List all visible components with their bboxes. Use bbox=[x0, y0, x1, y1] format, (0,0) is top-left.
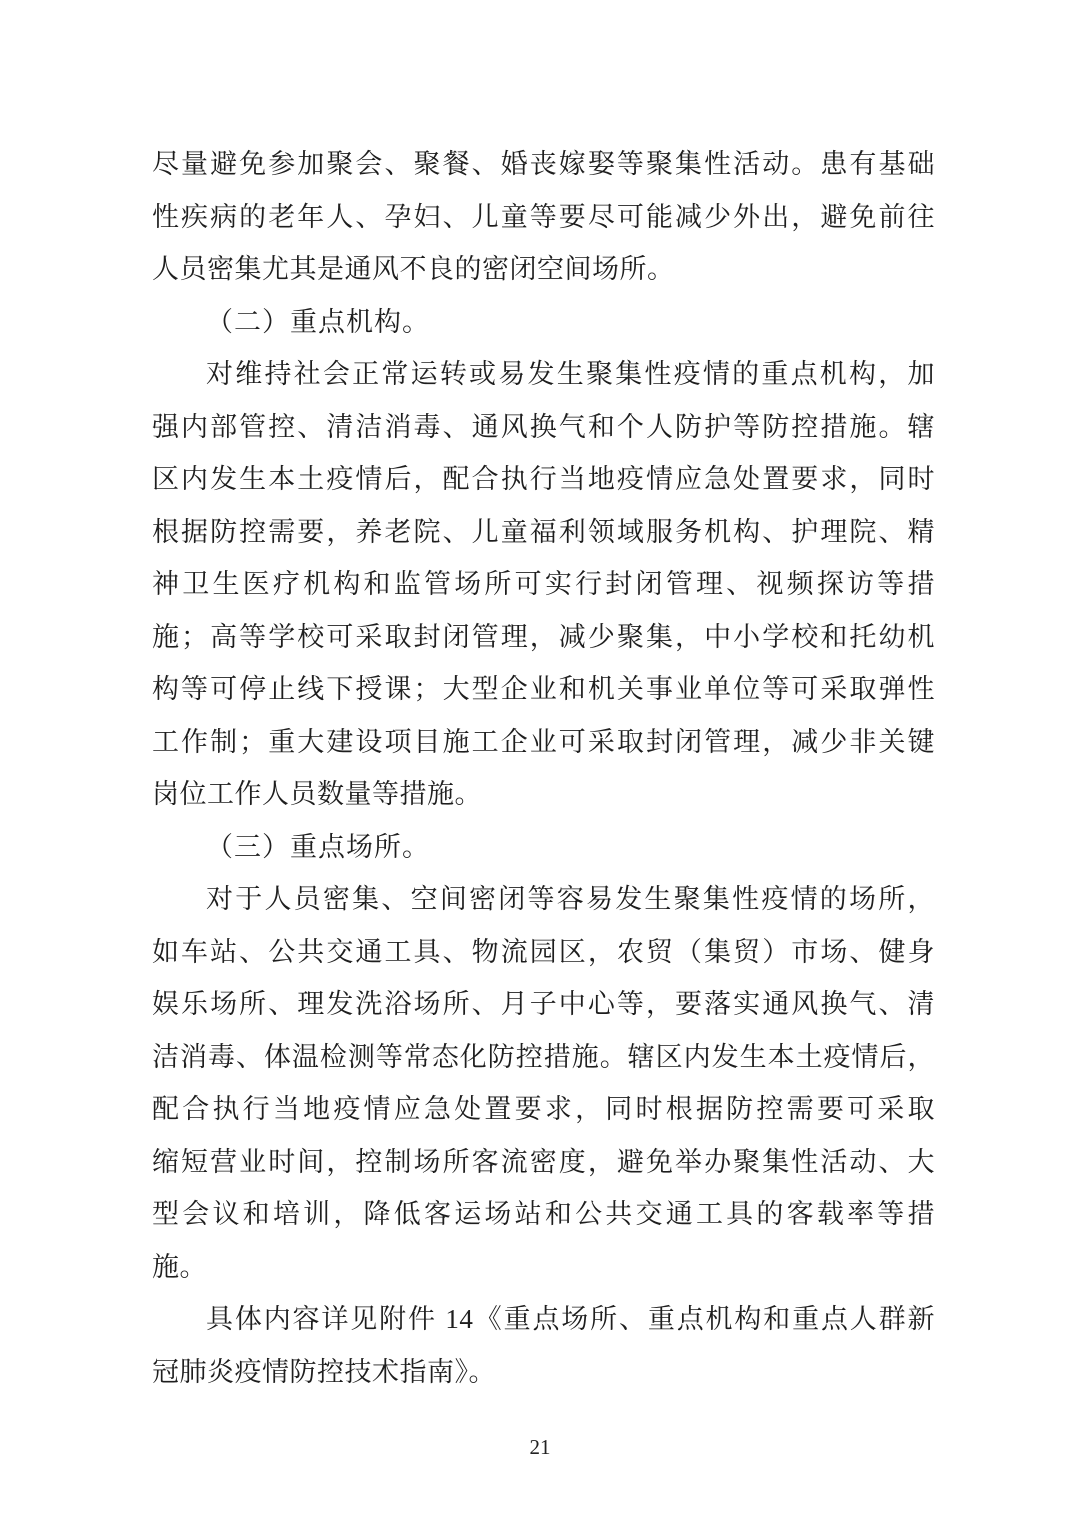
text-line: 性疾病的老年人、孕妇、儿童等要尽可能减少外出，避免前往 bbox=[152, 201, 935, 232]
text-line: 具体内容详见附件 14《重点场所、重点机构和重点人群新 bbox=[206, 1304, 935, 1334]
text-line: 尽量避免参加聚会、聚餐、婚丧嫁娶等聚集性活动。患有基础 bbox=[152, 149, 935, 179]
text-line: 冠肺炎疫情防控技术指南》。 bbox=[152, 1356, 496, 1387]
text-line: 神卫生医疗机构和监管场所可实行封闭管理、视频探访等措 bbox=[152, 569, 935, 599]
text-line: 对维持社会正常运转或易发生聚集性疫情的重点机构，加 bbox=[206, 359, 935, 389]
text-line: 如车站、公共交通工具、物流园区，农贸（集贸）市场、健身 bbox=[152, 936, 935, 967]
text-line: 施；高等学校可采取封闭管理，减少聚集，中小学校和托幼机 bbox=[152, 621, 935, 652]
text-line: 根据防控需要，养老院、儿童福利领域服务机构、护理院、精 bbox=[152, 516, 935, 547]
text-line: 对于人员密集、空间密闭等容易发生聚集性疫情的场所， bbox=[206, 884, 935, 914]
text-line: 人员密集尤其是通风不良的密闭空间场所。 bbox=[152, 254, 675, 284]
text-line: 施。 bbox=[152, 1251, 207, 1282]
text-line: 岗位工作人员数量等措施。 bbox=[152, 779, 482, 809]
text-line: 构等可停止线下授课；大型企业和机关事业单位等可采取弹性 bbox=[152, 674, 935, 704]
text-line: 强内部管控、清洁消毒、通风换气和个人防护等防控措施。辖 bbox=[152, 411, 935, 442]
text-line: 工作制；重大建设项目施工企业可采取封闭管理，减少非关键 bbox=[152, 726, 935, 757]
text-line: 型会议和培训，降低客运场站和公共交通工具的客载率等措 bbox=[152, 1199, 935, 1229]
text-line: 洁消毒、体温检测等常态化防控措施。辖区内发生本土疫情后， bbox=[152, 1041, 935, 1072]
text-line: 缩短营业时间，控制场所客流密度，避免举办聚集性活动、大 bbox=[152, 1146, 935, 1177]
heading-line: （三）重点场所。 bbox=[206, 831, 430, 862]
text-line: 配合执行当地疫情应急处置要求，同时根据防控需要可采取 bbox=[152, 1094, 935, 1124]
text-line: 娱乐场所、理发洗浴场所、月子中心等，要落实通风换气、清 bbox=[152, 989, 935, 1019]
document-body bbox=[152, 138, 935, 1398]
heading-line: （二）重点机构。 bbox=[206, 306, 430, 337]
page-number: 21 bbox=[529, 1435, 551, 1459]
text-line: 区内发生本土疫情后，配合执行当地疫情应急处置要求，同时 bbox=[152, 464, 935, 494]
